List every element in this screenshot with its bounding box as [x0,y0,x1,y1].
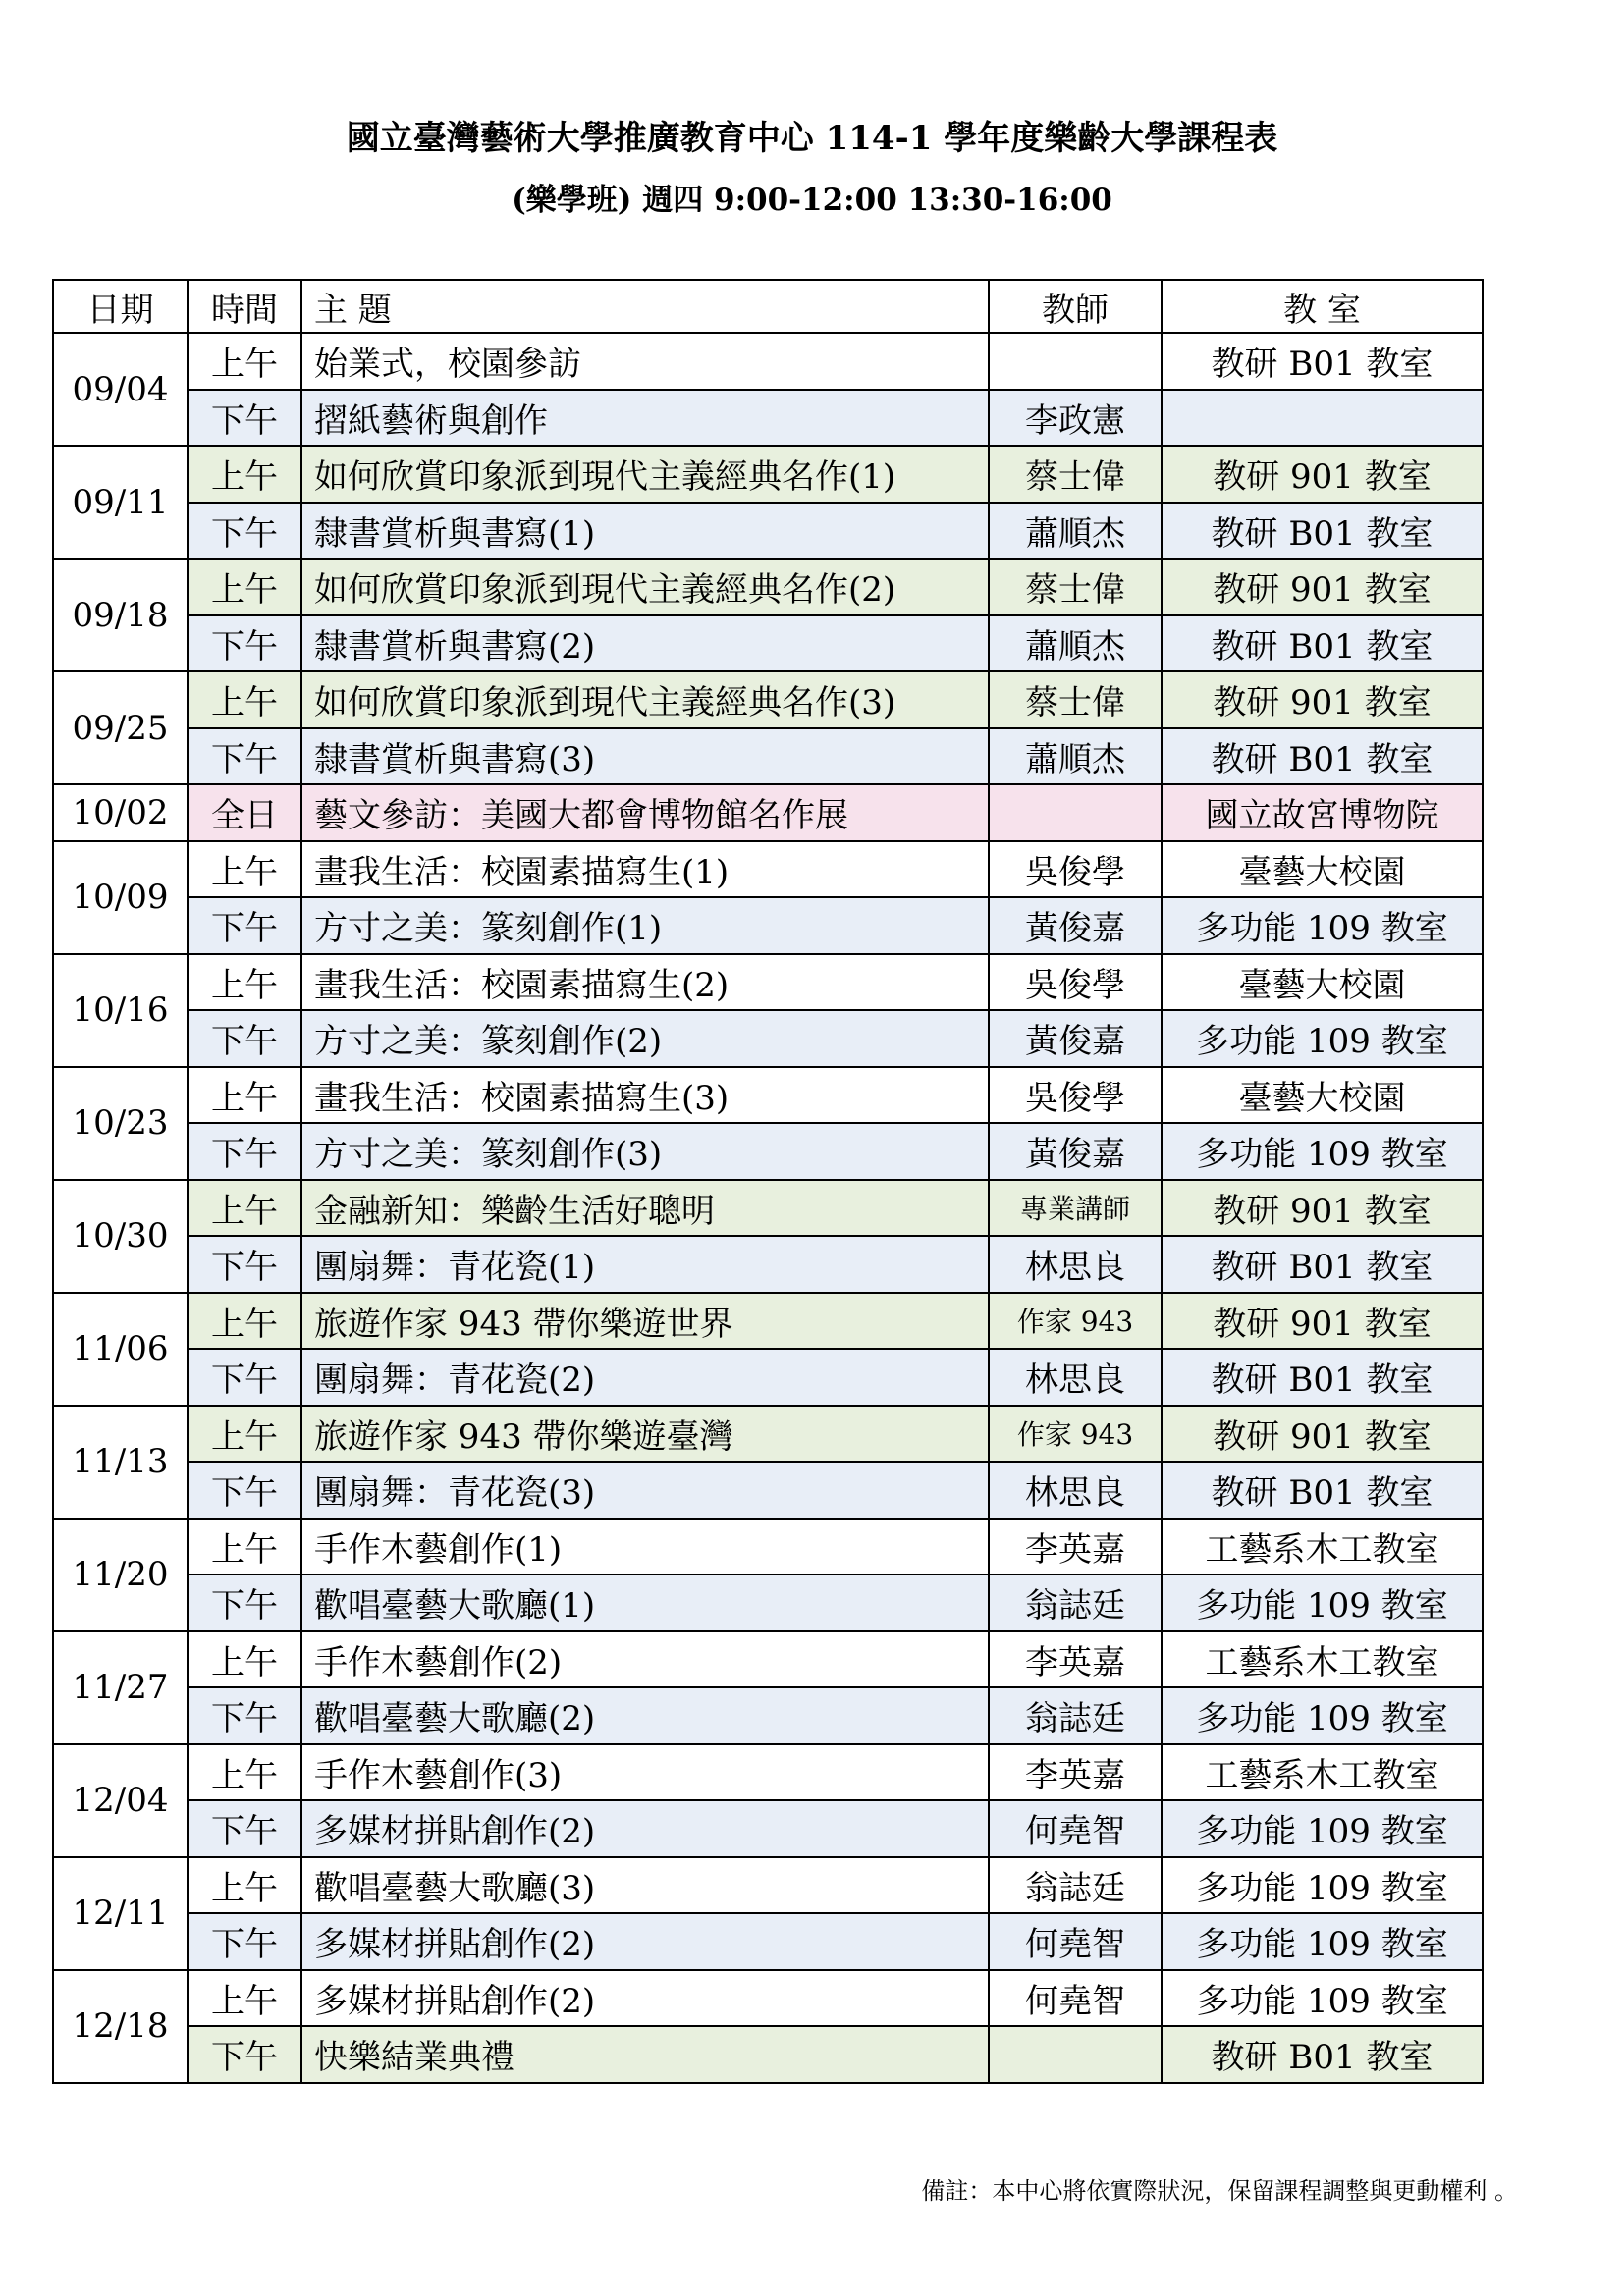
time-cell: 下午 [188,2026,301,2083]
table-row [53,1406,1483,1463]
topic-cell: 畫我生活：校園素描寫生(1) [301,841,989,898]
header-room: 教 室 [1162,280,1483,333]
date-cell: 09/25 [53,671,188,784]
topic-cell: 手作木藝創作(2) [301,1631,989,1688]
teacher-cell: 何堯智 [989,1800,1162,1857]
topic-cell: 始業式，校園參訪 [301,333,989,390]
header-time: 時間 [188,280,301,333]
time-cell: 上午 [188,1744,301,1801]
teacher-cell: 專業講師 [989,1180,1162,1237]
teacher-cell: 作家 943 [989,1406,1162,1463]
date-cell: 10/02 [53,784,188,841]
schedule-table [52,279,1484,2084]
topic-cell: 金融新知：樂齡生活好聰明 [301,1180,989,1237]
date-cell: 11/13 [53,1406,188,1519]
table-row [53,954,1483,1011]
date-cell: 10/16 [53,954,188,1067]
table-row [53,390,1483,447]
time-cell: 上午 [188,1631,301,1688]
date-cell: 09/04 [53,333,188,446]
teacher-cell [989,2026,1162,2083]
table-row [53,728,1483,785]
room-cell: 教研 B01 教室 [1162,333,1483,390]
room-cell: 多功能 109 教室 [1162,1575,1483,1631]
time-cell: 下午 [188,1800,301,1857]
topic-cell: 如何欣賞印象派到現代主義經典名作(2) [301,559,989,615]
time-cell: 上午 [188,559,301,615]
time-cell: 上午 [188,333,301,390]
room-cell: 教研 B01 教室 [1162,1462,1483,1519]
topic-cell: 隸書賞析與書寫(1) [301,503,989,560]
topic-cell: 團扇舞：青花瓷(1) [301,1236,989,1293]
room-cell: 多功能 109 教室 [1162,1970,1483,2027]
teacher-cell: 黃俊嘉 [989,1010,1162,1067]
date-cell: 09/11 [53,446,188,559]
teacher-cell: 翁誌廷 [989,1687,1162,1744]
footnote: 備註：本中心將依實際狀況，保留課程調整與更動權利 。 [921,2177,1518,2205]
room-cell: 多功能 109 教室 [1162,1913,1483,1970]
time-cell: 上午 [188,1406,301,1463]
table-row [53,1519,1483,1575]
room-cell: 教研 901 教室 [1162,1293,1483,1350]
teacher-cell: 蔡士偉 [989,446,1162,503]
topic-cell: 多媒材拼貼創作(2) [301,1970,989,2027]
date-cell: 12/11 [53,1857,188,1970]
time-cell: 下午 [188,615,301,672]
teacher-cell: 黃俊嘉 [989,1123,1162,1180]
time-cell: 下午 [188,1349,301,1406]
date-cell: 09/18 [53,559,188,671]
table-row [53,1575,1483,1631]
topic-cell: 歡唱臺藝大歌廳(1) [301,1575,989,1631]
teacher-cell: 蔡士偉 [989,671,1162,728]
topic-cell: 畫我生活：校園素描寫生(2) [301,954,989,1011]
time-cell: 上午 [188,1180,301,1237]
teacher-cell: 蕭順杰 [989,503,1162,560]
table-row [53,1123,1483,1180]
topic-cell: 如何欣賞印象派到現代主義經典名作(3) [301,671,989,728]
room-cell: 工藝系木工教室 [1162,1744,1483,1801]
table-row [53,1010,1483,1067]
table-header [53,280,1483,333]
teacher-cell [989,333,1162,390]
room-cell: 教研 901 教室 [1162,446,1483,503]
time-cell: 上午 [188,1293,301,1350]
room-cell: 多功能 109 教室 [1162,897,1483,954]
date-cell: 12/04 [53,1744,188,1857]
topic-cell: 歡唱臺藝大歌廳(3) [301,1857,989,1914]
topic-cell: 方寸之美：篆刻創作(1) [301,897,989,954]
date-cell: 11/27 [53,1631,188,1744]
date-cell: 10/30 [53,1180,188,1293]
time-cell: 上午 [188,1857,301,1914]
date-cell: 11/06 [53,1293,188,1406]
table-row [53,1067,1483,1124]
page-title: 國立臺灣藝術大學推廣教育中心 114-1 學年度樂齡大學課程表 [346,119,1278,158]
room-cell: 臺藝大校園 [1162,954,1483,1011]
room-cell: 教研 B01 教室 [1162,728,1483,785]
teacher-cell: 吳俊學 [989,841,1162,898]
topic-cell: 畫我生活：校園素描寫生(3) [301,1067,989,1124]
time-cell: 上午 [188,1970,301,2027]
time-cell: 上午 [188,671,301,728]
topic-cell: 方寸之美：篆刻創作(2) [301,1010,989,1067]
room-cell: 教研 901 教室 [1162,559,1483,615]
topic-cell: 隸書賞析與書寫(3) [301,728,989,785]
header-topic: 主 題 [301,280,989,333]
teacher-cell: 何堯智 [989,1970,1162,2027]
room-cell: 教研 B01 教室 [1162,1236,1483,1293]
teacher-cell: 黃俊嘉 [989,897,1162,954]
teacher-cell: 蕭順杰 [989,615,1162,672]
teacher-cell: 林思良 [989,1236,1162,1293]
topic-cell: 快樂結業典禮 [301,2026,989,2083]
table-row [53,1744,1483,1801]
teacher-cell: 李英嘉 [989,1631,1162,1688]
topic-cell: 摺紙藝術與創作 [301,390,989,447]
date-cell: 11/20 [53,1519,188,1631]
teacher-cell: 蔡士偉 [989,559,1162,615]
teacher-cell: 作家 943 [989,1293,1162,1350]
time-cell: 下午 [188,1123,301,1180]
table-row [53,1236,1483,1293]
table-row [53,559,1483,615]
table-row [53,333,1483,390]
room-cell: 教研 B01 教室 [1162,503,1483,560]
table-row [53,1687,1483,1744]
room-cell: 多功能 109 教室 [1162,1800,1483,1857]
date-cell: 10/23 [53,1067,188,1180]
topic-cell: 歡唱臺藝大歌廳(2) [301,1687,989,1744]
page-subtitle: (樂學班) 週四 9:00-12:00 13:30-16:00 [512,183,1112,218]
time-cell: 上午 [188,841,301,898]
topic-cell: 藝文參訪：美國大都會博物館名作展 [301,784,989,841]
teacher-cell [989,784,1162,841]
room-cell: 教研 B01 教室 [1162,615,1483,672]
teacher-cell: 吳俊學 [989,1067,1162,1124]
date-cell: 10/09 [53,841,188,954]
teacher-cell: 吳俊學 [989,954,1162,1011]
topic-cell: 如何欣賞印象派到現代主義經典名作(1) [301,446,989,503]
teacher-cell: 林思良 [989,1349,1162,1406]
topic-cell: 團扇舞：青花瓷(2) [301,1349,989,1406]
room-cell: 教研 B01 教室 [1162,2026,1483,2083]
room-cell: 多功能 109 教室 [1162,1010,1483,1067]
topic-cell: 手作木藝創作(1) [301,1519,989,1575]
topic-cell: 隸書賞析與書寫(2) [301,615,989,672]
table-row [53,1800,1483,1857]
table-row [53,1970,1483,2027]
header-teacher: 教師 [989,280,1162,333]
room-cell: 多功能 109 教室 [1162,1123,1483,1180]
time-cell: 上午 [188,954,301,1011]
time-cell: 下午 [188,1236,301,1293]
teacher-cell: 翁誌廷 [989,1575,1162,1631]
room-cell: 教研 B01 教室 [1162,1349,1483,1406]
table-row [53,1913,1483,1970]
room-cell: 多功能 109 教室 [1162,1687,1483,1744]
room-cell: 臺藝大校園 [1162,841,1483,898]
topic-cell: 多媒材拼貼創作(2) [301,1800,989,1857]
topic-cell: 手作木藝創作(3) [301,1744,989,1801]
table-row [53,503,1483,560]
table-row [53,1180,1483,1237]
topic-cell: 多媒材拼貼創作(2) [301,1913,989,1970]
teacher-cell: 李政憲 [989,390,1162,447]
time-cell: 上午 [188,1067,301,1124]
time-cell: 上午 [188,446,301,503]
time-cell: 下午 [188,728,301,785]
room-cell: 國立故宮博物院 [1162,784,1483,841]
teacher-cell: 李英嘉 [989,1744,1162,1801]
teacher-cell: 翁誌廷 [989,1857,1162,1914]
teacher-cell: 何堯智 [989,1913,1162,1970]
room-cell: 工藝系木工教室 [1162,1519,1483,1575]
time-cell: 下午 [188,1010,301,1067]
teacher-cell: 蕭順杰 [989,728,1162,785]
room-cell: 教研 901 教室 [1162,671,1483,728]
table-row [53,1349,1483,1406]
time-cell: 上午 [188,1519,301,1575]
time-cell: 全日 [188,784,301,841]
time-cell: 下午 [188,1462,301,1519]
table-row [53,671,1483,728]
topic-cell: 團扇舞：青花瓷(3) [301,1462,989,1519]
table-row [53,841,1483,898]
topic-cell: 方寸之美：篆刻創作(3) [301,1123,989,1180]
header-date: 日期 [53,280,188,333]
table-row [53,2026,1483,2083]
time-cell: 下午 [188,1575,301,1631]
table-row [53,1293,1483,1350]
teacher-cell: 林思良 [989,1462,1162,1519]
date-cell: 12/18 [53,1970,188,2083]
room-cell [1162,390,1483,447]
time-cell: 下午 [188,1687,301,1744]
time-cell: 下午 [188,390,301,447]
teacher-cell: 李英嘉 [989,1519,1162,1575]
room-cell: 教研 901 教室 [1162,1406,1483,1463]
room-cell: 多功能 109 教室 [1162,1857,1483,1914]
table-row [53,615,1483,672]
table-row [53,784,1483,841]
topic-cell: 旅遊作家 943 帶你樂遊臺灣 [301,1406,989,1463]
room-cell: 臺藝大校園 [1162,1067,1483,1124]
table-row [53,1631,1483,1688]
table-row [53,897,1483,954]
table-row [53,446,1483,503]
time-cell: 下午 [188,897,301,954]
table-row [53,1857,1483,1914]
room-cell: 教研 901 教室 [1162,1180,1483,1237]
room-cell: 工藝系木工教室 [1162,1631,1483,1688]
table-body [53,333,1483,2083]
table-row [53,1462,1483,1519]
topic-cell: 旅遊作家 943 帶你樂遊世界 [301,1293,989,1350]
time-cell: 下午 [188,1913,301,1970]
time-cell: 下午 [188,503,301,560]
